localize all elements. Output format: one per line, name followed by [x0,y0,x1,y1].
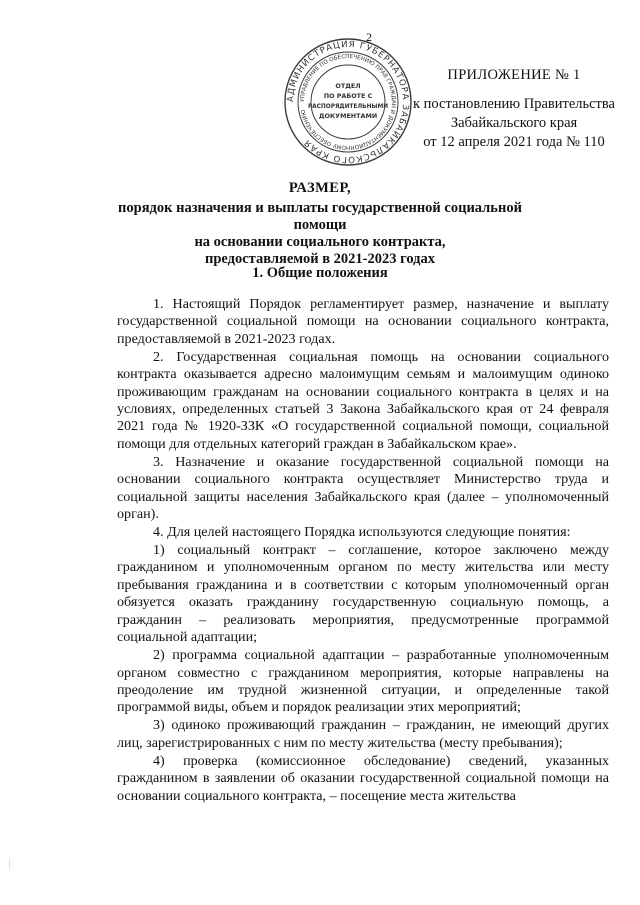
official-stamp [282,36,414,168]
document-title [100,180,540,268]
stamp-center-line: ОТДЕЛ [335,82,361,90]
appendix-block [404,66,624,152]
stamp-center-line: ДОКУМЕНТАМИ [318,112,378,120]
paragraph: 4. Для целей настоящего Порядка используются следующие понятия: [153,524,571,541]
stamp-inner-text: УПРАВЛЕНИЕ ПО ОБЕСПЕЧЕНИЮ ПРАВ ГРАЖДАН И ДОКУМЕНТАЦИОННОМУ ОБЕСПЕЧЕНИЮ [299,53,397,151]
paragraph: 2. Государственная социальная помощь на основании социального контракта оказывается адресно малоимущим семьям и малоимущим одиноко проживающим гражданам на основании социального контракта в целях и на условиях, определенных статьей 3 Закона Забайкальского края от 24 февраля 2021 года № 1920-ЗЗК «О государственной социальной помощи, социальной помощи для отдельных категорий граждан в Забайкальском крае». [117,348,609,452]
margin-mark: ........ [6,858,12,870]
appendix-line: Забайкальского края [450,115,578,131]
paragraph: 1) социальный контракт – соглашение, которое заключено между гражданином и уполномоченным органом по месту жительства или месту пребывания гражданина и в соответствии с которым уполномоченный орган обязуется оказать гражданину государственную социальную помощь, а гражданин – реализовать мероприятия, предусмотренные программой социальной адаптации; [117,542,609,646]
stamp-center-line: ПО РАБОТЕ С [323,92,373,100]
paragraph: 2) программа социальной адаптации – разработанные уполномоченным органом совместно с гражданином мероприятия, которые направлены на преодоление им трудной жизненной ситуации, и определенные такой программой виды, объем и порядок реализации этих мероприятий; [117,647,609,716]
stamp-center-line: РАСПОРЯДИТЕЛЬНЫМИ [307,104,389,110]
paragraph: 4) проверка (комиссионное обследование) сведений, указанных гражданином в заявлении об оказании государственной социальной помощи на основании социального контракта, – посещение места жительства [117,752,609,804]
page-number: 2 [366,30,372,44]
title-line: предоставляемой в 2021-2023 годах [204,251,435,267]
paragraph: 3) одиноко проживающий гражданин – гражданин, не имеющий других лиц, зарегистрированных с ним по месту жительства (месту пребывания); [117,717,609,751]
appendix-line: от 12 апреля 2021 года № 110 [423,134,605,150]
paragraph: 1. Настоящий Порядок регламентирует размер, назначение и выплату государственной социальной помощи на основании социального контракта, предоставляемой в 2021-2023 годах. [117,296,609,347]
stamp-outer-text: АДМИНИСТРАЦИЯ ГУБЕРНАТОРА ЗАБАЙКАЛЬСКОГО КРАЯ [285,39,411,165]
title-line: на основании социального контракта, [194,234,446,250]
title-main: РАЗМЕР, [288,180,352,196]
document-body [117,296,609,806]
svg-text:УПРАВЛЕНИЕ ПО ОБЕСПЕЧЕНИЮ ПРАВ [300,54,396,150]
section-heading: 1. Общие положения [252,265,388,281]
title-line: порядок назначения и выплаты государственной социальной помощи [118,200,522,233]
appendix-title: ПРИЛОЖЕНИЕ № 1 [447,67,581,83]
appendix-line: к постановлению Правительства [413,96,615,112]
paragraph: 3. Назначение и оказание государственной социальной помощи на основании социального контракта осуществляет Министерство труда и социальной защиты населения Забайкальского края (далее – уполномоченный орган). [117,453,609,523]
